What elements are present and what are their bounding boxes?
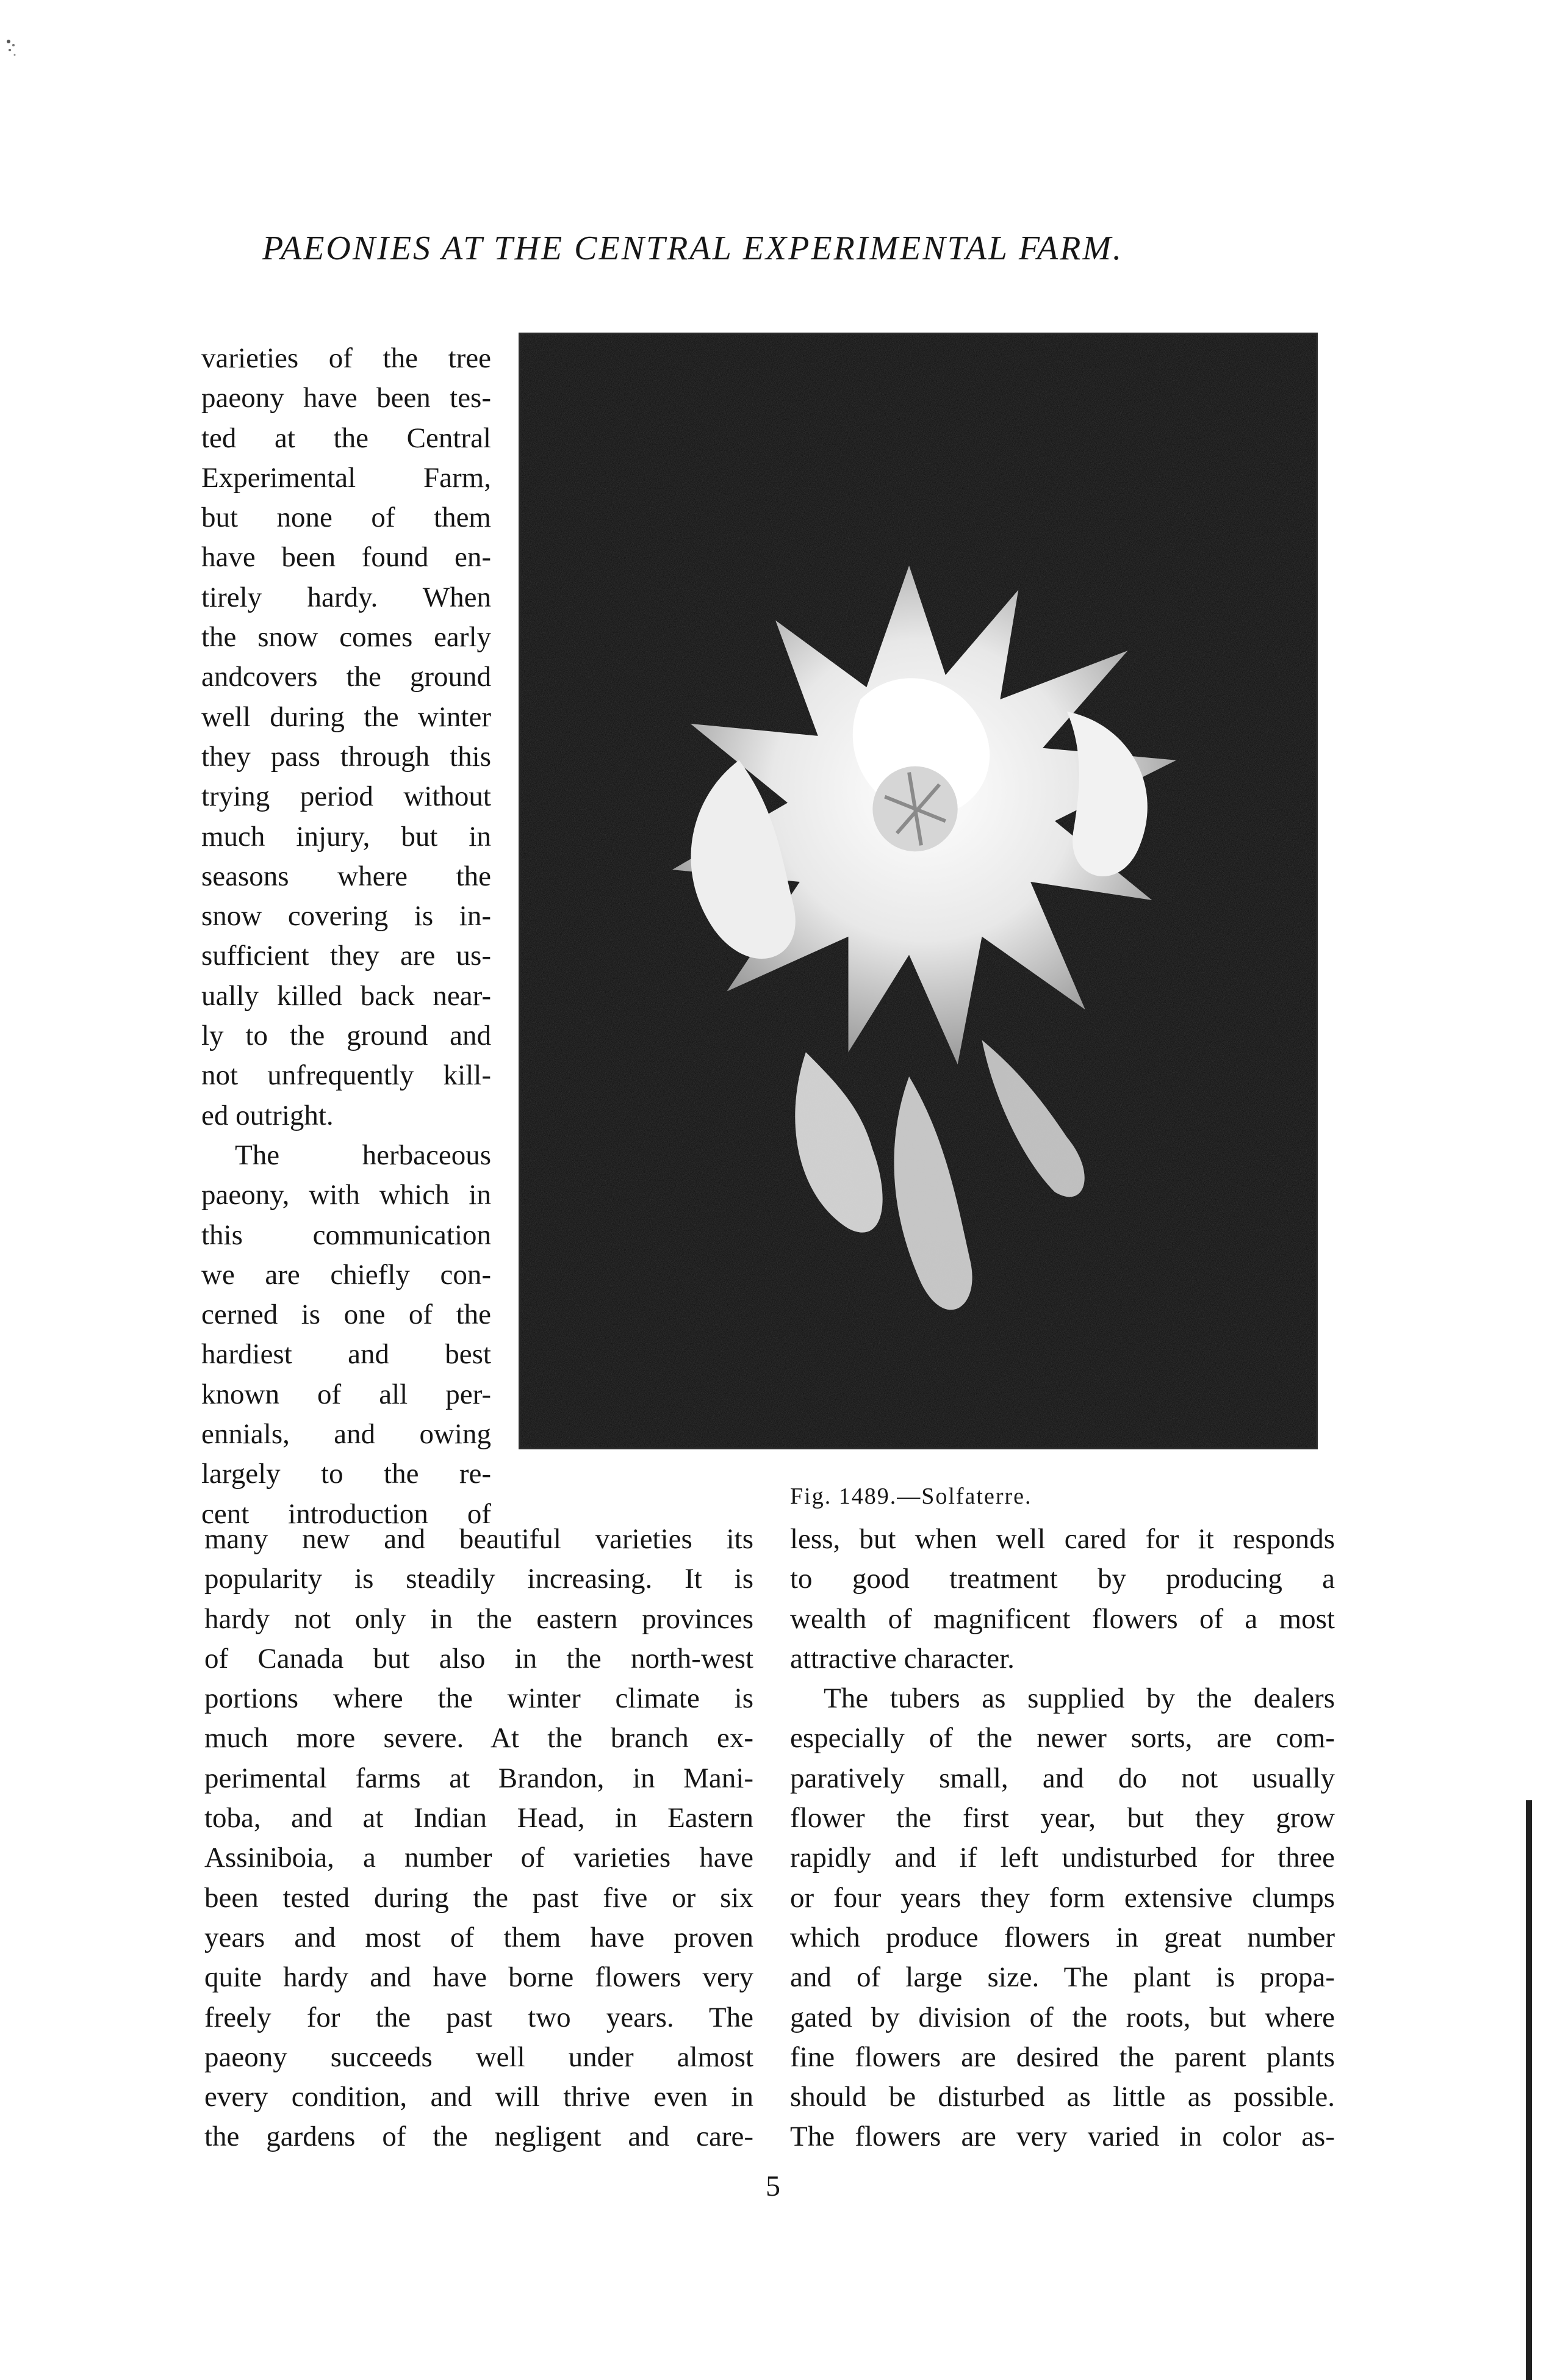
text-line: many new and beautiful varieties its [204, 1523, 753, 1555]
text-line: Experimental Farm, [201, 461, 491, 494]
text-line: ually killed back near- [201, 979, 491, 1012]
text-line: but none of them [201, 502, 491, 534]
right-column [790, 1520, 1335, 2157]
text-line: and of large size. The plant is propa- [790, 1961, 1335, 1994]
paragraph-start-line: The herbaceous [235, 1139, 491, 1171]
text-line: much injury, but in [201, 820, 491, 853]
text-line: ed outright. [201, 1099, 334, 1131]
text-line: varieties of the tree [201, 342, 491, 374]
text-line: flower the first year, but they grow [790, 1802, 1335, 1834]
text-line: they pass through this [201, 740, 491, 773]
text-line: popularity is steadily increasing. It is [204, 1563, 753, 1595]
scan-speck [4, 37, 21, 61]
text-line: perimental farms at Brandon, in Mani- [204, 1762, 753, 1794]
text-line: should be disturbed as little as possible. [790, 2081, 1335, 2113]
text-line: of Canada but also in the north-west [204, 1642, 753, 1675]
flower-photograph [519, 333, 1318, 1449]
text-line: freely for the past two years. The [204, 2001, 753, 2033]
text-line: largely to the re- [201, 1458, 491, 1490]
text-line: fine flowers are desired the parent plants [790, 2041, 1335, 2073]
figure-caption: Fig. 1489.—Solfaterre. [790, 1484, 1032, 1509]
text-line: tirely hardy. When [201, 581, 491, 613]
text-line: attractive character. [790, 1642, 1015, 1675]
text-line: The flowers are very varied in color as- [790, 2121, 1335, 2153]
text-line: this communication [201, 1219, 491, 1251]
text-line: ted at the Central [201, 422, 491, 454]
text-line: have been found en- [201, 541, 491, 574]
text-line: gated by division of the roots, but where [790, 2001, 1335, 2033]
text-line: years and most of them have proven [204, 1921, 753, 1953]
text-line: cent introduction of [201, 1498, 491, 1530]
text-line: portions where the winter climate is [204, 1682, 753, 1715]
text-line: to good treatment by producing a [790, 1563, 1335, 1595]
text-line: the gardens of the negligent and care- [204, 2121, 753, 2153]
text-line: less, but when well cared for it responds [790, 1523, 1335, 1555]
text-line: which produce flowers in great number [790, 1921, 1335, 1953]
page-number: 5 [766, 2170, 780, 2202]
text-line: wealth of magnificent flowers of a most [790, 1603, 1335, 1635]
text-line: toba, and at Indian Head, in Eastern [204, 1802, 753, 1834]
text-line: snow covering is in- [201, 900, 491, 932]
text-line: cerned is one of the [201, 1299, 491, 1331]
text-line: paeony, with which in [201, 1179, 491, 1211]
text-line: we are chiefly con- [201, 1258, 491, 1291]
text-line: ly to the ground and [201, 1020, 491, 1052]
scan-edge-shadow [1526, 1800, 1532, 2380]
text-line: every condition, and will thrive even in [204, 2081, 753, 2113]
paeony-flower-image [520, 334, 1316, 1448]
text-line: paeony succeeds well under almost [204, 2041, 753, 2073]
text-line: Assiniboia, a number of varieties have [204, 1842, 753, 1874]
text-line: andcovers the ground [201, 661, 491, 693]
text-line: hardy not only in the eastern provinces [204, 1603, 753, 1635]
text-line: seasons where the [201, 860, 491, 892]
text-line: known of all per- [201, 1378, 491, 1410]
text-line: especially of the newer sorts, are com- [790, 1722, 1335, 1754]
running-header: PAEONIES AT THE CENTRAL EXPERIMENTAL FARM. [262, 229, 1123, 267]
text-line: trying period without [201, 781, 491, 813]
text-line: well during the winter [201, 701, 491, 733]
text-line: much more severe. At the branch ex- [204, 1722, 753, 1754]
text-line: rapidly and if left undisturbed for three [790, 1842, 1335, 1874]
text-line: paratively small, and do not usually [790, 1762, 1335, 1794]
text-line: sufficient they are us- [201, 940, 491, 972]
text-line: the snow comes early [201, 621, 491, 654]
text-line: hardiest and best [201, 1338, 491, 1371]
text-line: not unfrequently kill- [201, 1059, 491, 1092]
text-line: quite hardy and have borne flowers very [204, 1961, 753, 1994]
text-line: ennials, and owing [201, 1418, 491, 1451]
text-line: paeony have been tes- [201, 382, 491, 414]
paragraph-start-line: The tubers as supplied by the dealers [824, 1682, 1335, 1715]
text-line: been tested during the past five or six [204, 1881, 753, 1914]
left-column-narrow [201, 339, 491, 1534]
text-line: or four years they form extensive clumps [790, 1881, 1335, 1914]
left-column-wide [204, 1520, 753, 2157]
